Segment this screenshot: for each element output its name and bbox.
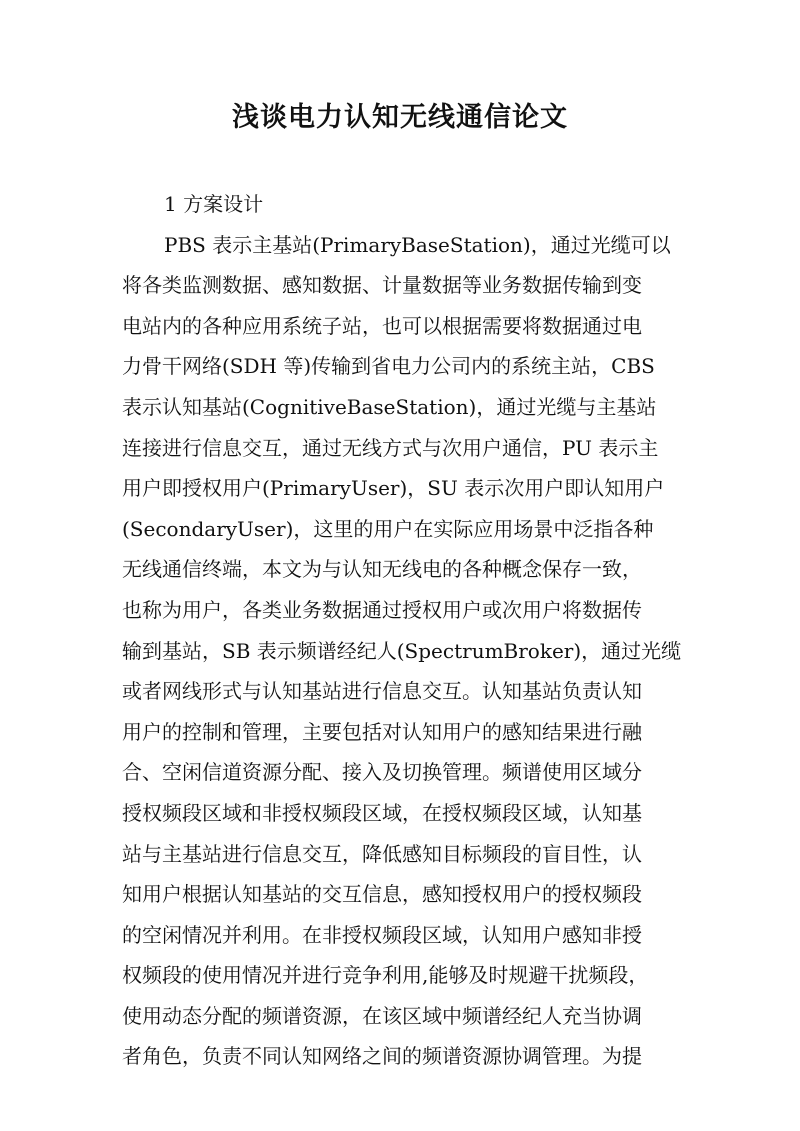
paragraph-line: (SecondaryUser)，这里的用户在实际应用场景中泛指各种 bbox=[122, 516, 654, 541]
paragraph-line: 将各类监测数据、感知数据、计量数据等业务数据传输到变 bbox=[122, 273, 642, 298]
body-paragraph bbox=[122, 225, 684, 1077]
paragraph-line: 连接进行信息交互，通过无线方式与次用户通信，PU 表示主 bbox=[122, 435, 659, 460]
paragraph-line: 也称为用户，各类业务数据通过授权用户或次用户将数据传 bbox=[122, 597, 642, 622]
paragraph-line: 的空闲情况并利用。在非授权频段区域，认知用户感知非授 bbox=[122, 922, 642, 947]
paragraph-line: 者角色，负责不同认知网络之间的频谱资源协调管理。为提 bbox=[122, 1044, 642, 1069]
paragraph-line: 站与主基站进行信息交互，降低感知目标频段的盲目性，认 bbox=[122, 841, 642, 866]
section-heading: 1 方案设计 bbox=[164, 192, 264, 216]
paragraph-line: 力骨干网络(SDH 等)传输到省电力公司内的系统主站，CBS bbox=[122, 354, 655, 379]
paragraph-line: 合、空闲信道资源分配、接入及切换管理。频谱使用区域分 bbox=[122, 760, 642, 785]
paragraph-line: 电站内的各种应用系统子站，也可以根据需要将数据通过电 bbox=[122, 313, 642, 338]
document-body bbox=[122, 184, 684, 1077]
paragraph-line: 权频段的使用情况并进行竞争利用,能够及时规避干扰频段， bbox=[122, 963, 649, 988]
paragraph-line: 使用动态分配的频谱资源，在该区域中频谱经纪人充当协调 bbox=[122, 1003, 642, 1028]
paragraph-line: 或者网线形式与认知基站进行信息交互。认知基站负责认知 bbox=[122, 679, 642, 704]
paragraph-line: 表示认知基站(CognitiveBaseStation)，通过光缆与主基站 bbox=[122, 394, 657, 419]
paragraph-line: 输到基站，SB 表示频谱经纪人(SpectrumBroker)，通过光缆 bbox=[122, 638, 682, 663]
document-title: 浅谈电力认知无线通信论文 bbox=[232, 102, 568, 133]
paragraph-line: 授权频段区域和非授权频段区域，在授权频段区域，认知基 bbox=[122, 800, 642, 825]
paragraph-line: 知用户根据认知基站的交互信息，感知授权用户的授权频段 bbox=[122, 882, 642, 907]
paragraph-line: PBS 表示主基站(PrimaryBaseStation)，通过光缆可以 bbox=[164, 232, 671, 257]
paragraph-line: 用户的控制和管理，主要包括对认知用户的感知结果进行融 bbox=[122, 719, 642, 744]
paragraph-line: 无线通信终端，本文为与认知无线电的各种概念保存一致， bbox=[122, 557, 642, 582]
paragraph-line: 用户即授权用户(PrimaryUser)，SU 表示次用户即认知用户 bbox=[122, 476, 665, 501]
